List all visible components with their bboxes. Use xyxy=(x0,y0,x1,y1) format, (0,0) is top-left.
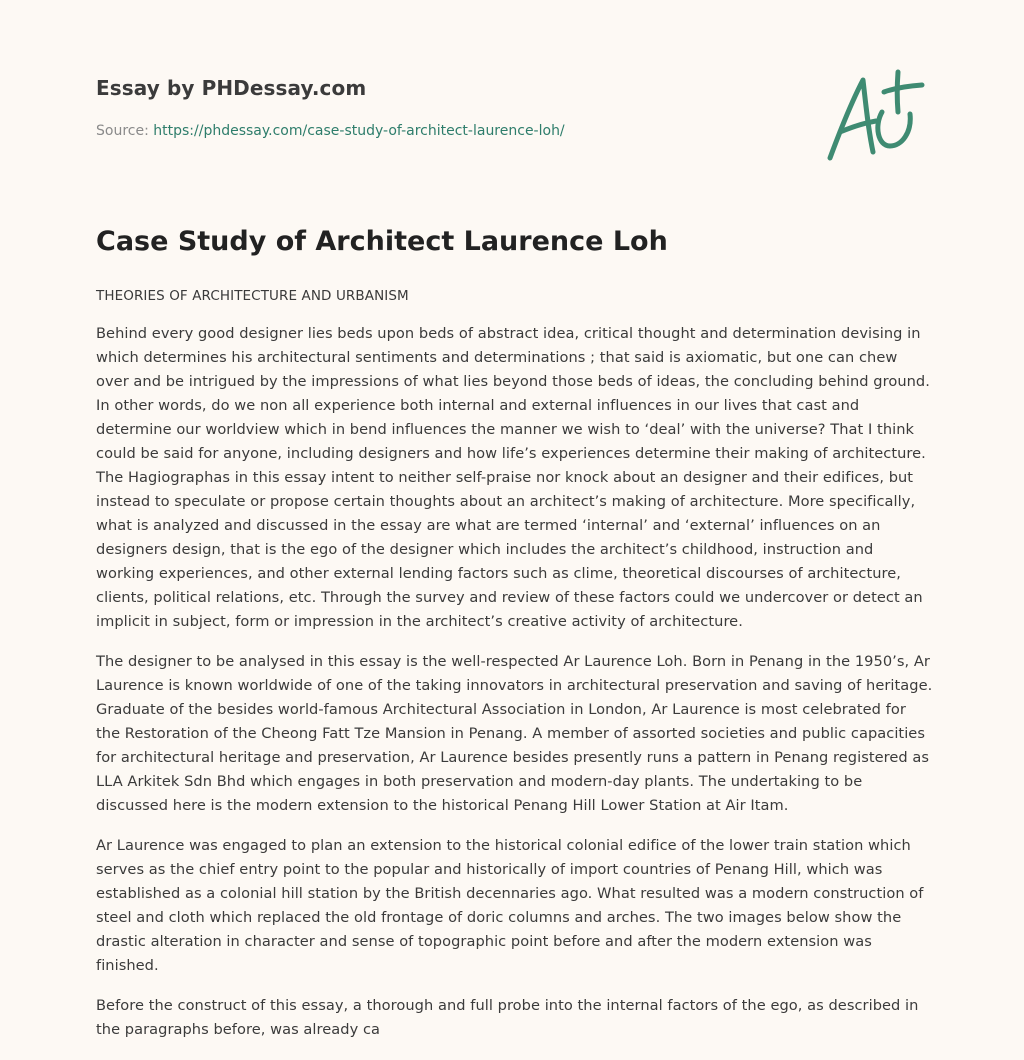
a-plus-logo-icon xyxy=(818,66,930,166)
essay-body xyxy=(96,286,934,1058)
paragraph: Behind every good designer lies beds upon beds of abstract idea, critical thought and determination devising in which determines his architectural sentiments and determinations ; that said is axiomatic, but one can chew over and be intrigued by the impressions of what lies beyond those beds of ideas, the concluding behind ground. In other words, do we non all experience both internal and external influences in our lives that cast and determine our worldview which in bend influences the manner we wish to ‘deal’ with the universe? That I think could be said for anyone, including designers and how life’s experiences determine their making of architecture. The Hagiographas in this essay intent to neither self-praise nor knock about an designer and their edifices, but instead to speculate or propose certain thoughts about an architect’s making of architecture. More specifically, what is analyzed and discussed in the essay are what are termed ‘internal’ and ‘external’ influences on an designers design, that is the ego of the designer which includes the architect’s childhood, instruction and working experiences, and other external lending factors such as clime, theoretical discourses of architecture, clients, political relations, etc. Through the survey and review of these factors could we undercover or detect an implicit in subject, form or impression in the architect’s creative activity of architecture. xyxy=(96,325,930,630)
paragraph: Before the construct of this essay, a thorough and full probe into the internal factors of the ego, as described in the paragraphs before, was already ca xyxy=(96,997,919,1038)
page-header xyxy=(96,76,936,139)
document-subtitle: THEORIES OF ARCHITECTURE AND URBANISM xyxy=(96,288,409,304)
document-title: Case Study of Architect Laurence Loh xyxy=(96,226,668,257)
paragraph: The designer to be analysed in this essay is the well-respected Ar Laurence Loh. Born in Penang in the 1950’s, Ar Laurence is known worldwide of one of the taking innovators in architectural preservation and saving of heritage. Graduate of the besides world-famous Architectural Association in London, Ar Laurence is most celebrated for the Restoration of the Cheong Fatt Tze Mansion in Penang. A member of assorted societies and public capacities for architectural heritage and preservation, Ar Laurence besides presently runs a pattern in Penang registered as LLA Arkitek Sdn Bhd which engages in both preservation and modern-day plants. The undertaking to be discussed here is the modern extension to the historical Penang Hill Lower Station at Air Itam. xyxy=(96,653,933,814)
paragraph: Ar Laurence was engaged to plan an extension to the historical colonial edifice of the lower train station which serves as the chief entry point to the popular and historically of import countries of Penang Hill, which was established as a colonial hill station by the British decennaries ago. What resulted was a modern construction of steel and cloth which replaced the old frontage of doric columns and arches. The two images below show the drastic alteration in character and sense of topographic point before and after the modern extension was finished. xyxy=(96,837,924,974)
source-label: Source: xyxy=(96,123,154,139)
source-line xyxy=(96,123,565,139)
source-link[interactable]: https://phdessay.com/case-study-of-architect-laurence-loh/ xyxy=(153,123,565,139)
site-title: Essay by PHDessay.com xyxy=(96,76,367,100)
